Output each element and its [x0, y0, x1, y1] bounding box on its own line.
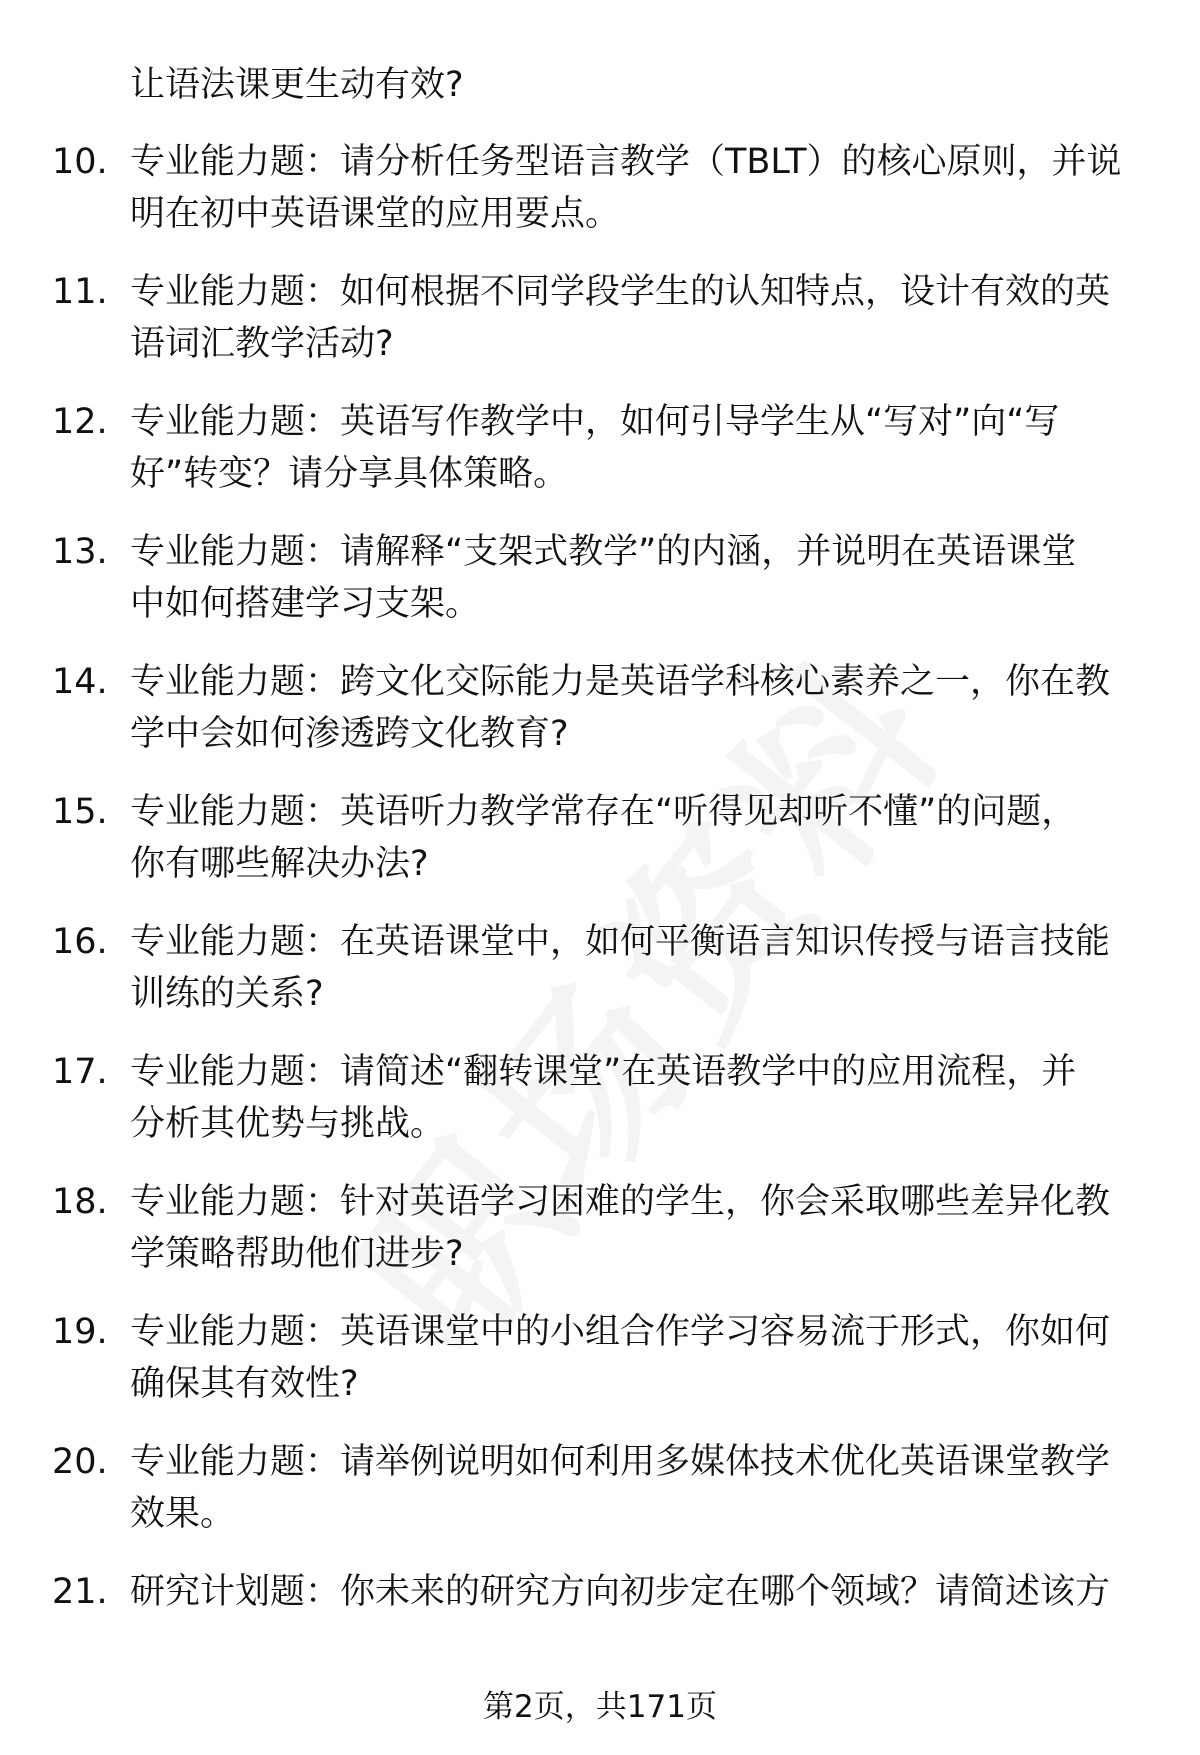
continued-line: 让语法课更生动有效? [130, 65, 464, 105]
question-text-line-2: 效果。 [130, 1494, 236, 1534]
question-text-line-2: 好”转变？请分享具体策略。 [130, 454, 569, 494]
question-item-10 [0, 136, 1200, 234]
question-number: 13. [52, 532, 108, 572]
question-number: 19. [52, 1312, 108, 1352]
question-text-line-1: 专业能力题：请解释“支架式教学”的内涵，并说明在英语课堂 [130, 532, 1077, 572]
question-number: 17. [52, 1052, 108, 1092]
question-item-13 [0, 526, 1200, 624]
question-item-21 [0, 1566, 1200, 1624]
question-item-17 [0, 1046, 1200, 1144]
question-item-14 [0, 656, 1200, 754]
question-text-line-1: 专业能力题：英语课堂中的小组合作学习容易流于形式，你如何 [130, 1312, 1111, 1352]
question-number: 14. [52, 662, 108, 702]
question-text-line-2: 中如何搭建学习支架。 [130, 584, 481, 624]
question-text-line-2: 分析其优势与挑战。 [130, 1104, 446, 1144]
question-text-line-2: 训练的关系? [130, 974, 324, 1014]
question-number: 20. [52, 1442, 108, 1482]
question-text-line-2: 确保其有效性? [130, 1364, 359, 1404]
question-text-line-1: 专业能力题：请分析任务型语言教学（TBLT）的核心原则，并说 [130, 142, 1122, 182]
question-text-line-1: 专业能力题：英语写作教学中，如何引导学生从“写对”向“写 [130, 402, 1060, 442]
question-number: 16. [52, 922, 108, 962]
question-number: 18. [52, 1182, 108, 1222]
question-number: 15. [52, 792, 108, 832]
question-item-18 [0, 1176, 1200, 1274]
question-item-19 [0, 1306, 1200, 1404]
page-footer: 第2页，共171页 [483, 1689, 717, 1725]
question-number: 11. [52, 272, 108, 312]
question-number: 12. [52, 402, 108, 442]
question-text-line-2: 学策略帮助他们进步? [130, 1234, 464, 1274]
question-text-line-1: 专业能力题：在英语课堂中，如何平衡语言知识传授与语言技能 [130, 922, 1111, 962]
question-text-line-2: 你有哪些解决办法? [130, 844, 429, 884]
question-text-line-1: 研究计划题：你未来的研究方向初步定在哪个领域？请简述该方 [130, 1572, 1111, 1612]
question-text-line-1: 专业能力题：请简述“翻转课堂”在英语教学中的应用流程，并 [130, 1052, 1077, 1092]
question-item-12 [0, 396, 1200, 494]
question-text-line-2: 明在初中英语课堂的应用要点。 [130, 194, 621, 234]
question-item-15 [0, 786, 1200, 884]
question-text-line-2: 学中会如何渗透跨文化教育? [130, 714, 569, 754]
question-item-20 [0, 1436, 1200, 1534]
question-item-16 [0, 916, 1200, 1014]
question-number: 21. [52, 1572, 108, 1612]
question-text-line-1: 专业能力题：跨文化交际能力是英语学科核心素养之一，你在教 [130, 662, 1111, 702]
question-text-line-1: 专业能力题：针对英语学习困难的学生，你会采取哪些差异化教 [130, 1182, 1111, 1222]
question-list [0, 136, 1200, 1696]
question-text-line-1: 专业能力题：英语听力教学常存在“听得见却听不懂”的问题， [130, 792, 1077, 832]
question-text-line-1: 专业能力题：请举例说明如何利用多媒体技术优化英语课堂教学 [130, 1442, 1111, 1482]
question-text-line-2: 语词汇教学活动? [130, 324, 394, 364]
question-number: 10. [52, 142, 108, 182]
question-text-line-1: 专业能力题：如何根据不同学段学生的认知特点，设计有效的英 [130, 272, 1111, 312]
question-item-11 [0, 266, 1200, 364]
